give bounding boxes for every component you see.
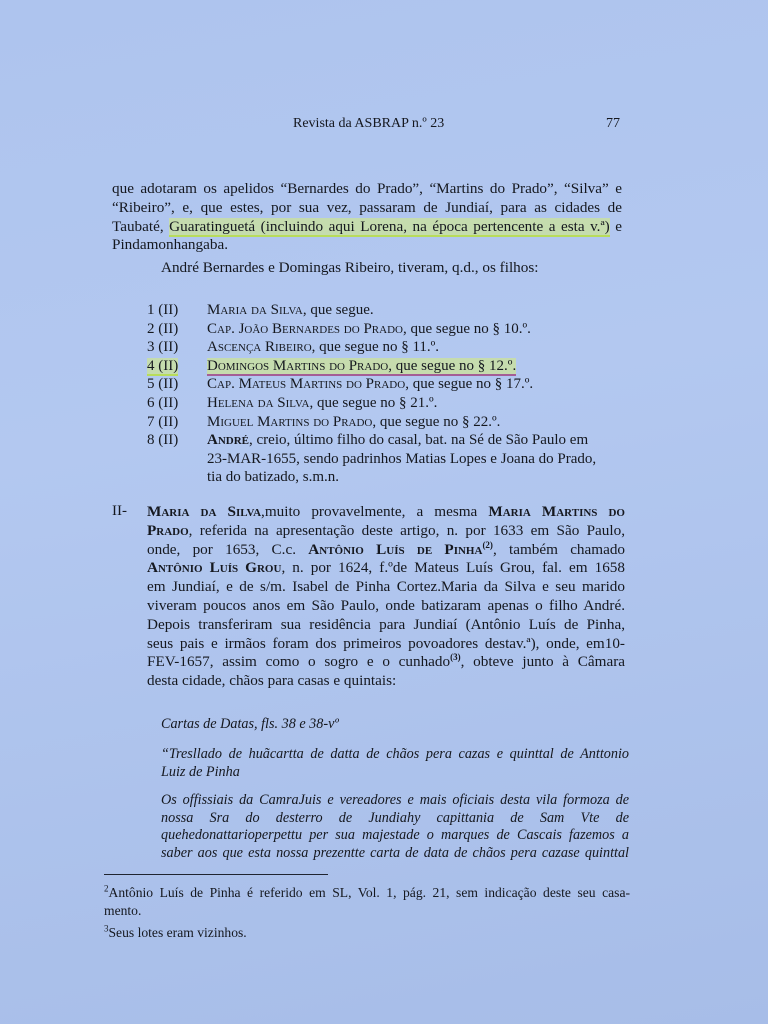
highlighted-text: Domingos Martins do Prado, que segue no § 12.º.: [207, 357, 517, 374]
footnote-divider: [104, 874, 328, 875]
quote-source: Cartas de Datas, fls. 38 e 38-vº: [161, 716, 339, 732]
person-name: Maria Martins do: [488, 503, 625, 520]
footnote-2: $^2$Antônio Luís de Pinha é referido em SL, Vol. 1, pág. 21, sem indicação deste seu casa- mento.: [104, 883, 630, 918]
child-name: Maria da Silva: [207, 302, 303, 318]
journal-title: Revista da ASBRAP n.º 23: [293, 116, 445, 131]
intro-line: que adotaram os apelidos “Bernardes do Prado”, “Martins do Prado”, “Silva” e: [112, 180, 622, 197]
child-name: Cap. João Bernardes do Prado: [207, 320, 403, 337]
child-name: Domingos Martins do Prado: [207, 357, 389, 374]
person-name: Maria da Silva: [147, 503, 262, 520]
person-name: Prado: [147, 521, 189, 539]
list-item: 1 (II) Maria da Silva, que segue.: [147, 302, 374, 318]
intro-paragraph: [112, 180, 622, 255]
footnote-3: $^3$Seus lotes eram vizinhos.: [104, 923, 247, 940]
child-name: Cap. Mateus Martins do Prado: [207, 376, 406, 393]
list-item-highlighted: 4 (II) Domingos Martins do Prado, que segue no § 12.º.: [147, 357, 517, 374]
list-item: 3 (II) Ascença Ribeiro, que segue no § 11.º.: [147, 339, 440, 356]
list-item: 6 (II) Helena da Silva, que segue no § 21.º.: [147, 394, 438, 411]
list-item: 8 (II) André, creio, último filho do casal, bat. na Sé de São Paulo em 23-MAR-1655, sendo padrinhos Matias Lopes e Joana do Prado, tia do batizado, s.m.n.: [147, 432, 597, 486]
list-item: 5 (II) Cap. Mateus Martins do Prado, que segue no § 17.º.: [147, 376, 534, 393]
parents-line: André Bernardes e Domingas Ribeiro, tiveram, q.d., os filhos:: [161, 259, 539, 276]
intro-line-3: Taubaté, Guaratinguetá (incluindo aqui Lorena, na época pertencente a esta v.ª) e: [112, 217, 622, 235]
list-item: 7 (II) Miguel Martins do Prado, que segue no § 22.º.: [147, 413, 501, 430]
child-name: Miguel Martins do Prado: [207, 413, 373, 430]
quote-body: Os offissiais da CamraJuis e vereadores e mais oficiais desta vila formoza de nossa Sra do desterro de Jundiahy capittania de Sam Vte de quehedonattarioperpettu per sua majestade o marques de Cascais fazemos a saber aos que esta nossa prezentte carta de data de chãos pera cazase quinttal: [161, 792, 629, 861]
page-number: 77: [606, 116, 620, 131]
section-label: II-: [112, 503, 127, 519]
footnote-ref: (2): [482, 539, 493, 550]
list-item: 2 (II) Cap. João Bernardes do Prado, que segue no § 10.º.: [147, 320, 531, 337]
child-name: André: [207, 432, 250, 449]
highlighted-text: Guaratinguetá (incluindo aqui Lorena, na época pertencente a esta v.ª): [169, 217, 610, 235]
child-name: Helena da Silva: [207, 394, 310, 411]
footnote-ref: (3): [450, 652, 461, 663]
children-list: [147, 301, 637, 487]
person-name: Antônio Luís Grou: [147, 559, 282, 577]
intro-line: “Ribeiro”, e, que estes, por sua vez, passaram de Jundiaí, para as cidades de: [112, 198, 622, 216]
child-name: Ascença Ribeiro: [207, 339, 312, 356]
quote-heading: “Tresllado de huãcartta de datta de chãos pera cazas e quinttal de Anttonio Luiz de Pinha: [161, 746, 629, 780]
intro-line: Pindamonhangaba.: [112, 236, 228, 254]
section-paragraph: Maria da Silva,muito provavelmente, a mesma Maria Martins do Prado, referida na apresentação deste artigo, n. por 1633 em São Paulo, onde, por 1653, C.c. Antônio Luís de Pinha$^{(2)}$, também chamado Antônio Luís Grou, n. por 1624, f.ºde Mateus Luís Grou, fal. em 1658 em Jundiaí, e de s/m. Isabel de Pinha Cortez.Maria da Silva e seu marido viveram poucos anos em São Paulo, onde batizaram apenas o filho André. Depois transferiram sua residência para Jundiaí (Antônio Luís de Pinha, seus pais e irmãos foram dos primeiros povoadores destav.ª), onde, em10- FEV-1657, assim como o sogro e o cunhado$^{(3)}$, obteve junto à Câmara desta cidade, chãos para casas e quintais:: [147, 503, 626, 690]
person-name: Antônio Luís de Pinha: [308, 540, 483, 558]
